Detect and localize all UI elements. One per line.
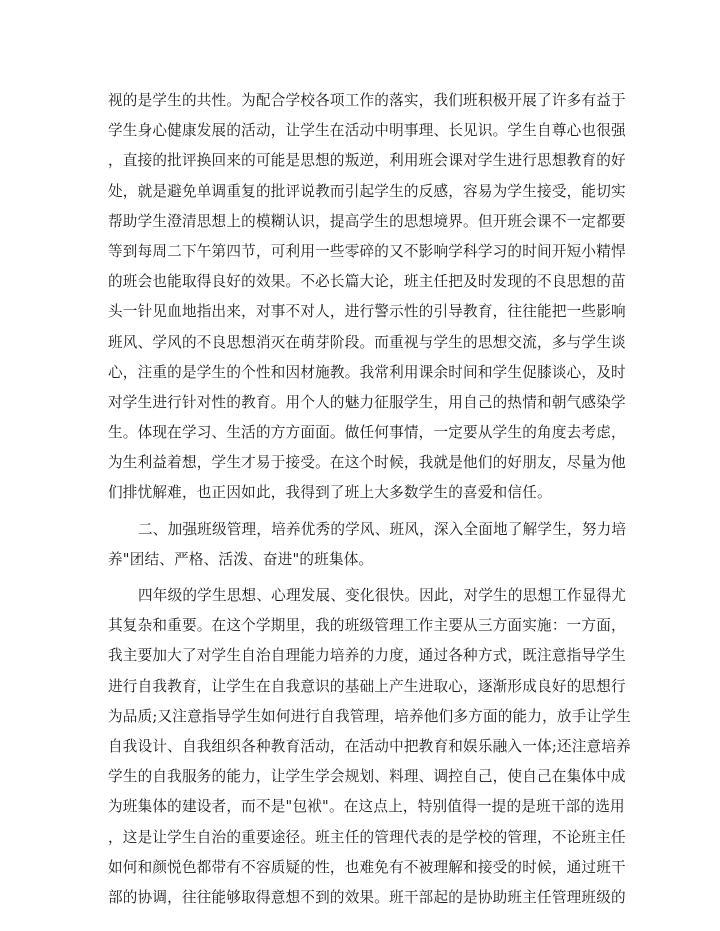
text-line: 部的协调，往往能够取得意想不到的效果。班干部起的是协助班主任管理班级的 — [108, 888, 626, 906]
text-line: 帮助学生澄清思想上的模糊认识，提高学生的思想境界。但开班会课不一定都要 — [108, 212, 626, 230]
text-line: 其复杂和重要。在这个学期里，我的班级管理工作主要从三方面实施：一方面， — [108, 617, 626, 635]
text-line: 为品质;又注意指导学生如何进行自我管理，培养他们多方面的能力，放手让学生 — [108, 707, 631, 725]
text-line: 自我设计、自我组织各种教育活动，在活动中把教育和娱乐融入一体;还注意培养 — [108, 737, 631, 755]
text-line: 头一针见血地指出来，对事不对人，进行警示性的引导教育，往往能把一些影响 — [108, 303, 626, 321]
text-line: 等到每周二下午第四节，可利用一些零碎的又不影响学科学习的时间开短小精悍 — [108, 242, 626, 260]
text-line: 学生身心健康发展的活动，让学生在活动中明事理、长见识。学生自尊心也很强 — [108, 122, 626, 140]
text-line: 如何和颜悦色都带有不容质疑的性，也难免有不被理解和接受的时候，通过班干 — [108, 858, 626, 876]
text-line: 二、加强班级管理，培养优秀的学风、班风，深入全面地了解学生，努力培 — [138, 520, 627, 538]
text-line: 养"团结、严格、活泼、奋进"的班集体。 — [108, 550, 374, 568]
text-line: 为班集体的建设者，而不是"包袱"。在这点上，特别值得一提的是班干部的选用 — [108, 798, 625, 816]
text-line: 四年级的学生思想、心理发展、变化很快。因此，对学生的思想工作显得尤 — [138, 587, 627, 604]
text-line: 班风、学风的不良思想消灭在萌芽阶段。而重视与学生的思想交流，多与学生谈 — [108, 333, 626, 351]
text-line: 生。体现在学习、生活的方方面面。做任何事情，一定要从学生的角度去考虑， — [108, 424, 626, 442]
text-line: 对学生进行针对性的教育。用个人的魅力征服学生，用自己的热情和朝气感染学 — [108, 393, 626, 411]
text-line: ，直接的批评换回来的可能是思想的叛逆，利用班会课对学生进行思想教育的好 — [108, 152, 626, 170]
text-line: 处，就是避免单调重复的批评说教而引起学生的反感，容易为学生接受，能切实 — [108, 182, 626, 200]
text-line: 我主要加大了对学生自治自理能力培养的力度，通过各种方式，既注意指导学生 — [108, 647, 626, 665]
paragraph-section-heading — [108, 515, 627, 575]
text-line: 视的是学生的共性。为配合学校各项工作的落实，我们班积极开展了许多有益于 — [108, 92, 626, 109]
text-line: 的班会也能取得良好的效果。不必长篇大论，班主任把及时发现的不良思想的苗 — [108, 273, 626, 291]
text-line: 心，注重的是学生的个性和因材施教。我常利用课余时间和学生促膝谈心，及时 — [108, 363, 626, 381]
text-line: ，这是让学生自治的重要途径。班主任的管理代表的是学校的管理，不论班主任 — [108, 828, 626, 846]
paragraph-student-commonality — [108, 86, 626, 509]
text-line: 进行自我教育，让学生在自我意识的基础上产生进取心，逐渐形成良好的思想行 — [108, 677, 626, 695]
document-body — [108, 86, 631, 913]
text-line: 学生的自我服务的能力，让学生学会规划、料理、调控自己，使自己在集体中成 — [108, 768, 626, 786]
paragraph-class-management — [108, 581, 631, 913]
text-line: 为生利益着想，学生才易于接受。在这个时候，我就是他们的好朋友，尽量为他 — [108, 454, 626, 472]
text-line: 们排忧解难，也正因如此，我得到了班上大多数学生的喜爱和信任。 — [108, 484, 552, 502]
